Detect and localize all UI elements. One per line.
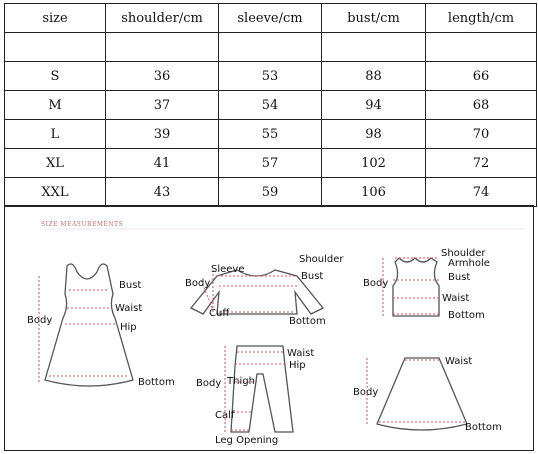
table-cell: 43 <box>106 178 219 207</box>
skirt-waist-label: Waist <box>445 356 473 367</box>
pants-body-label: Body <box>196 378 222 389</box>
table-row <box>5 91 537 120</box>
dress-figure <box>27 264 175 388</box>
table-cell: 54 <box>219 91 322 120</box>
blank-row <box>5 33 537 62</box>
table-cell: 74 <box>426 178 537 207</box>
header-cell-length: length/cm <box>426 4 537 33</box>
skirt-body-label: Body <box>353 387 379 398</box>
dress-body-label: Body <box>27 315 53 326</box>
table-cell: 37 <box>106 91 219 120</box>
tank-bust-label: Bust <box>448 272 471 283</box>
table-cell: XL <box>5 149 106 178</box>
table-cell: 55 <box>219 120 322 149</box>
table-cell: S <box>5 62 106 91</box>
table-cell: 94 <box>322 91 426 120</box>
table-cell: 102 <box>322 149 426 178</box>
tank-bottom-label: Bottom <box>448 310 485 321</box>
table-cell: L <box>5 120 106 149</box>
shirt-sleeve-label: Sleeve <box>211 264 245 275</box>
table-cell: 66 <box>426 62 537 91</box>
dress-hip-label: Hip <box>120 322 137 333</box>
pants-hip-label: Hip <box>289 360 306 371</box>
table-cell: XXL <box>5 178 106 207</box>
table-cell: 57 <box>219 149 322 178</box>
table-cell: 70 <box>426 120 537 149</box>
pants-leg-opening-label: Leg Opening <box>215 435 279 446</box>
table-cell: 98 <box>322 120 426 149</box>
table-row <box>5 178 537 207</box>
table-cell: 68 <box>426 91 537 120</box>
tank-body-label: Body <box>363 278 389 289</box>
shirt-figure <box>185 254 344 327</box>
pants-figure <box>196 346 314 446</box>
pants-calf-label: Calf <box>215 410 235 421</box>
pants-thigh-label: Thigh <box>227 376 255 387</box>
table-header-row <box>5 4 537 33</box>
tank-shoulder-label: Shoulder <box>441 248 486 259</box>
table-row <box>5 62 537 91</box>
table-row <box>5 149 537 178</box>
table-cell: M <box>5 91 106 120</box>
table-cell: 41 <box>106 149 219 178</box>
shirt-body-label: Body <box>185 278 211 289</box>
diagram-header: SIZE MEASUREMENTS <box>41 221 124 228</box>
tank-armhole-label: Armhole <box>448 258 490 269</box>
table-cell: 53 <box>219 62 322 91</box>
table-cell: 106 <box>322 178 426 207</box>
dress-bottom-label: Bottom <box>138 377 175 388</box>
shirt-cuff-label: Cuff <box>209 308 230 319</box>
shirt-shoulder-label: Shoulder <box>299 254 344 265</box>
blank-cell <box>426 33 537 62</box>
skirt-figure <box>353 356 502 433</box>
tank-waist-label: Waist <box>442 293 470 304</box>
skirt-bottom-label: Bottom <box>465 422 502 433</box>
size-measurement-diagram <box>4 205 534 451</box>
blank-cell <box>106 33 219 62</box>
skirt-outline <box>377 358 467 430</box>
pants-outline <box>231 346 293 432</box>
table-cell: 72 <box>426 149 537 178</box>
header-cell-size: size <box>5 4 106 33</box>
header-cell-sleeve: sleeve/cm <box>219 4 322 33</box>
tank-figure <box>363 248 490 321</box>
shirt-bottom-label: Bottom <box>289 316 326 327</box>
size-chart-table <box>4 3 537 207</box>
shirt-bust-label: Bust <box>301 271 324 282</box>
blank-cell <box>5 33 106 62</box>
table-cell: 59 <box>219 178 322 207</box>
header-cell-shoulder: shoulder/cm <box>106 4 219 33</box>
table-cell: 36 <box>106 62 219 91</box>
tank-outline <box>393 258 439 316</box>
measurement-illustrations <box>5 206 534 451</box>
table-cell: 88 <box>322 62 426 91</box>
header-cell-bust: bust/cm <box>322 4 426 33</box>
blank-cell <box>219 33 322 62</box>
blank-cell <box>322 33 426 62</box>
table-row <box>5 120 537 149</box>
dress-waist-label: Waist <box>115 303 143 314</box>
pants-waist-label: Waist <box>287 348 315 359</box>
dress-bust-label: Bust <box>119 280 142 291</box>
table-cell: 39 <box>106 120 219 149</box>
